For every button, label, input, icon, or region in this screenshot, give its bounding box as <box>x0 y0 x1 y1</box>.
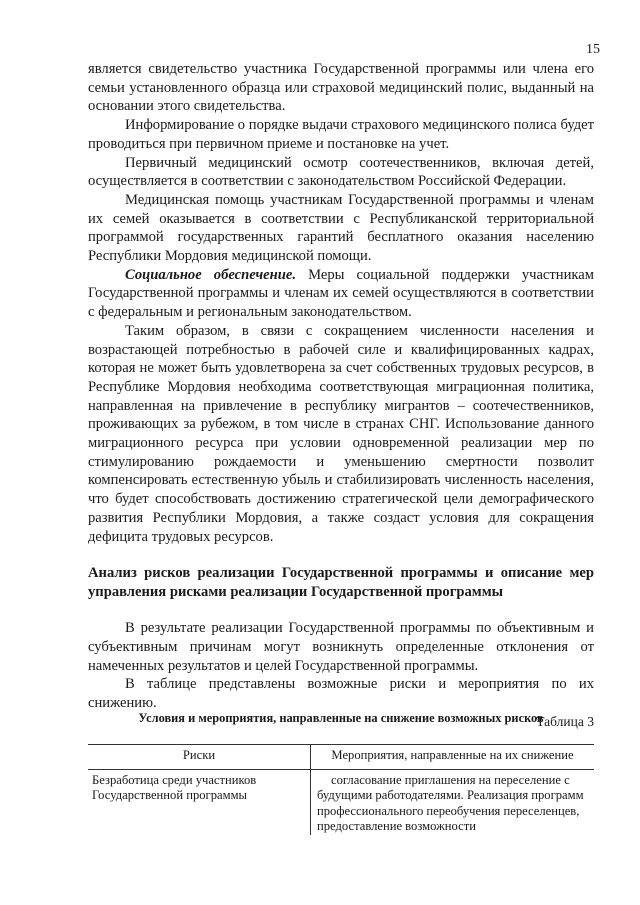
social-security-lead: Социальное обеспечение. <box>125 266 296 283</box>
paragraph-3: Первичный медицинский осмотр соотечественников, включая детей, осуществляется в соответствии с законодательством Российской Федерации. <box>88 154 594 190</box>
header-risks: Риски <box>88 745 311 770</box>
paragraph-6: Таким образом, в связи с сокращением численности населения и возрастающей потребностью в рабочей силе и квалифицированных кадрах, которая не может быть удовлетворена за счет собственных трудовых ресурсов, в Республике Мордовия необходима соответствующая миграционная политика, направленная на привлечение в республику мигрантов – соотечественников, проживающих за рубежом, в том числе в странах СНГ. Использование данного миграционного ресурса при условии одновременной реализации мер по стимулированию рождаемости и уменьшению смертности позволит компенсировать естественную убыль и стабилизировать численность населения, что будет способствовать достижению стратегической цели демографического развития Республики Мордовия, а также создаст условия для сокращения дефицита трудовых ресурсов. <box>88 322 594 545</box>
paragraph-8: В таблице представлены возможные риски и мероприятия по их снижению. <box>88 676 594 712</box>
risks-table <box>88 744 594 835</box>
paragraph-1: является свидетельство участника Государственной программы или члена его семьи установленного образца или страховой медицинский полис, выданный на основании этого свидетельства. <box>88 61 594 115</box>
table-row <box>88 769 594 835</box>
measure-cell: согласование приглашения на переселение с будущими работодателями. Реализация программ профессионального переобучения переселенцев, предоставление возможности <box>317 772 584 834</box>
risk-cell: Безработица среди участников Государственной программы <box>88 769 311 835</box>
header-measures: Мероприятия, направленные на их снижение <box>311 745 595 770</box>
document-body <box>88 60 594 732</box>
paragraph-4: Медицинская помощь участникам Государственной программы и членам их семей оказывается в соответствии с Республиканской территориальной программой государственных гарантий бесплатного оказания населению Республики Мордовия медицинской помощи. <box>88 191 594 265</box>
paragraph-5 <box>88 266 594 322</box>
table-title: Условия и мероприятия, направленные на снижение возможных рисков <box>138 711 544 725</box>
section-heading: Анализ рисков реализации Государственной программы и описание мер управления рисками реализации Государственной программы <box>88 565 594 600</box>
page-number: 15 <box>586 42 600 57</box>
table-header-row <box>88 745 594 770</box>
paragraph-7: В результате реализации Государственной программы по объективным и субъективным причинам могут возникнуть определенные отклонения от намеченных результатов и целей Государственной программы. <box>88 620 594 674</box>
paragraph-2: Информирование о порядке выдачи страхового медицинского полиса будет проводиться при первичном приеме и постановке на учет. <box>88 117 594 152</box>
table-label: Таблица 3 <box>536 713 594 729</box>
social-security-text: Меры социальной поддержки участникам Государственной программы и членам их семей осуществляются в соответствии с федеральным и региональным законодательством. <box>88 266 594 321</box>
